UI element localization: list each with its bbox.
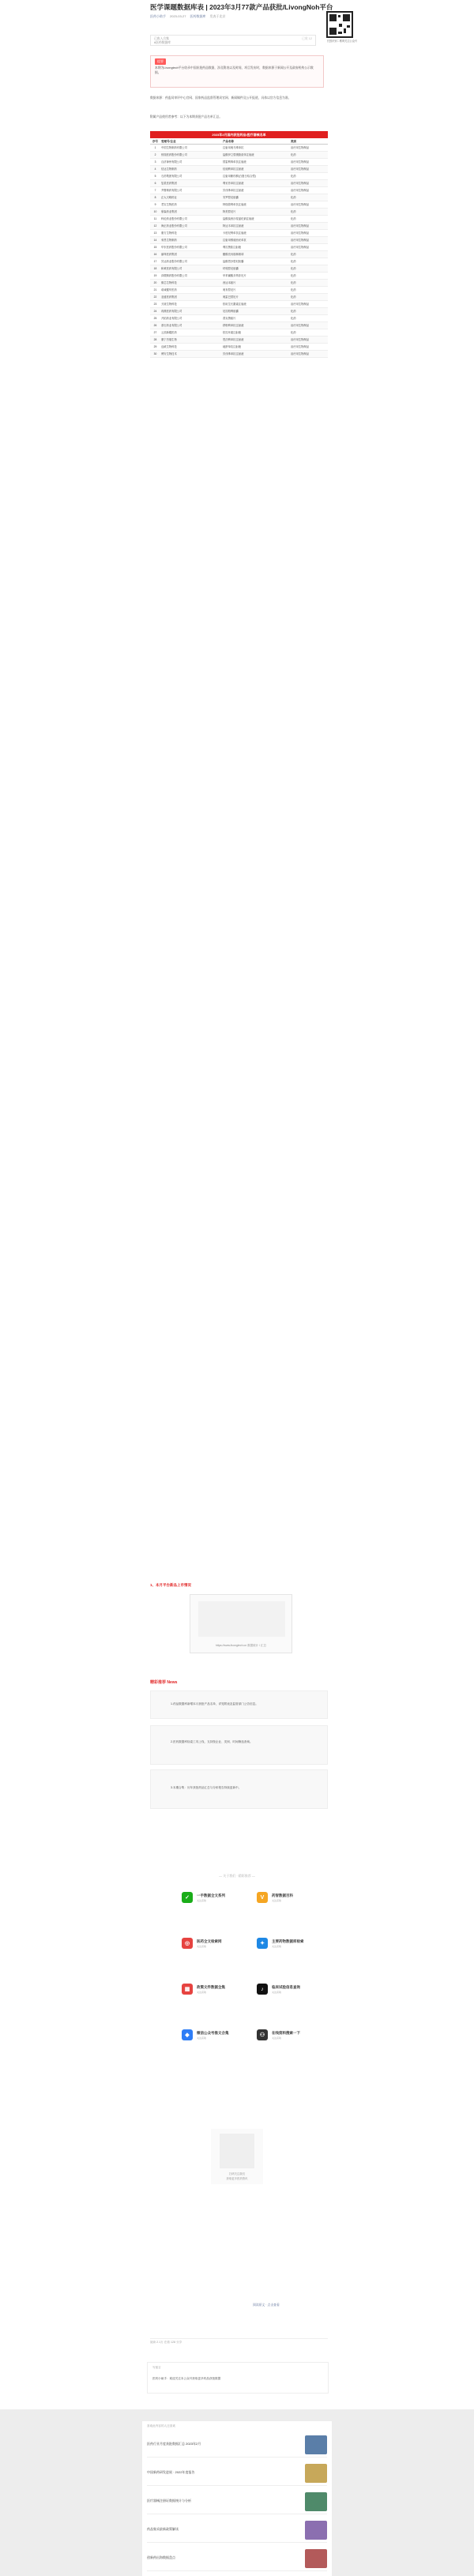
table-cell: 正大天晴药业 xyxy=(161,196,177,199)
table-cell: 2 xyxy=(154,153,156,156)
recommend-card[interactable] xyxy=(150,1690,328,1719)
table-cell: 君实生物医药 xyxy=(161,203,177,206)
related-article[interactable] xyxy=(147,2432,327,2458)
table-cell: 注射用奥马珠单抗 xyxy=(223,146,244,149)
collection-sub: #医药数据库 xyxy=(154,40,171,44)
app-link[interactable] xyxy=(182,1892,225,1903)
table-cell: 化药 xyxy=(291,260,296,263)
table-row xyxy=(150,152,328,159)
article-meta xyxy=(150,14,356,19)
table-cell: 恩沃利单抗注射液 xyxy=(223,338,244,341)
app-name: 政策文件数据全集 xyxy=(197,1984,225,1989)
table-cell: 科伦药业股份有限公司 xyxy=(161,217,187,220)
table-cell: 24 xyxy=(153,310,157,313)
related-title: 医疗器械注册证数据统计与分析 xyxy=(147,2499,191,2503)
table-cell: 盐酸恩沙替尼胶囊 xyxy=(223,260,244,263)
table-cell: 舒格利单抗注射液 xyxy=(223,324,244,327)
app-link[interactable] xyxy=(257,1938,304,1949)
recommend-text: 1.药品数据库新增本月获批产品名单，详见附表及监管部门公告信息。 xyxy=(171,1702,258,1705)
table-cell: 海正药业股份有限公司 xyxy=(161,224,187,228)
table-row xyxy=(150,315,328,322)
table-cell: 盐酸莫西沙星氯化钠注射液 xyxy=(223,217,254,220)
related-thumbnail xyxy=(305,2549,327,2568)
table-cell: 15 xyxy=(153,246,157,249)
table-cell: 14 xyxy=(153,239,157,242)
related-thumbnail xyxy=(305,2521,327,2540)
app-name: 在线资料搜索一下 xyxy=(272,2030,300,2035)
table-cell: 治疗用生物制品 xyxy=(291,203,310,206)
recommend-card[interactable] xyxy=(150,1725,328,1765)
table-cell: 治疗用生物制品 xyxy=(291,246,310,249)
like-bar[interactable]: 阅读 2.1万 在看 128 分享 xyxy=(150,2338,328,2346)
table-cell: 7 xyxy=(154,189,156,192)
table-cell: 12 xyxy=(153,224,157,228)
table-cell: 治疗用生物制品 xyxy=(291,224,310,228)
app-name: 主要药物数据库检索 xyxy=(272,1939,304,1943)
table-cell: 贝达药业股份有限公司 xyxy=(161,260,187,263)
related-thumbnail xyxy=(305,2492,327,2511)
table-cell: 3 xyxy=(154,160,156,164)
table-cell: 化药 xyxy=(291,331,296,334)
app-logo-icon: ✓ xyxy=(182,1892,193,1903)
table-cell: 29 xyxy=(153,345,157,348)
app-link[interactable] xyxy=(257,2029,300,2040)
table-row xyxy=(150,308,328,315)
table-row xyxy=(150,166,328,173)
related-header: 喜欢此内容的人还喜欢 xyxy=(147,2424,175,2427)
table-row xyxy=(150,201,328,209)
table-cell: 8 xyxy=(154,196,156,199)
table-cell: 11 xyxy=(153,217,157,220)
table-cell: 天境生物科技 xyxy=(161,303,177,306)
table-cell: 信迪利单抗注射液 xyxy=(223,167,244,171)
table-cell: 化药 xyxy=(291,274,296,277)
table-cell: 化药 xyxy=(291,153,296,156)
related-title: 医药行业月度获批数据汇总 2023年2月 xyxy=(147,2442,201,2446)
table-cell: 治疗用生物制品 xyxy=(291,303,310,306)
table-cell: 呋喹替尼胶囊 xyxy=(223,267,239,270)
app-sub: 关注获取 xyxy=(197,1944,207,1948)
table-row xyxy=(150,237,328,244)
table-cell: 普克鲁胺片 xyxy=(223,317,236,320)
table-cell: 化药 xyxy=(291,210,296,213)
table-cell: 9 xyxy=(154,203,156,206)
app-sub: 关注获取 xyxy=(272,1944,282,1948)
table-row xyxy=(150,322,328,329)
bottom-qr-icon[interactable] xyxy=(220,2134,254,2168)
table-cell: 甲苯磺酸多纳非尼片 xyxy=(223,274,246,277)
table-row xyxy=(150,145,328,152)
app-logo-icon: ◎ xyxy=(182,1938,193,1949)
related-title: 中国新药研发进展 · 2022年度报告 xyxy=(147,2470,195,2474)
table-cell: 诺诚健华医药 xyxy=(161,288,177,291)
table-cell: 治疗用生物制品 xyxy=(291,146,310,149)
table-row xyxy=(150,258,328,265)
table-cell: 化药 xyxy=(291,267,296,270)
header-cell: 序号 xyxy=(152,140,158,143)
app-sub: 关注获取 xyxy=(272,1990,282,1994)
related-article[interactable] xyxy=(147,2489,327,2514)
collection-label: 已收入合集 xyxy=(154,37,169,40)
table-cell: 贝伐珠单抗注射液 xyxy=(223,352,244,355)
app-logo-icon: ✦ xyxy=(257,1938,268,1949)
table-cell: 18 xyxy=(153,267,157,270)
header-cell: 产品名称 xyxy=(223,140,234,143)
table-cell: 化药 xyxy=(291,196,296,199)
related-thumbnail xyxy=(305,2435,327,2454)
table-row xyxy=(150,159,328,166)
table-cell: 23 xyxy=(153,303,157,306)
table-row xyxy=(150,273,328,280)
table-cell: 治疗用生物制品 xyxy=(291,160,310,164)
publish-date: 2023-03-27 xyxy=(170,14,186,18)
table-cell: 康宁杰瑞生物 xyxy=(161,338,177,341)
recommend-text: 2.医药数据库检索工具上线，支持按企业、类别、时间筛选查询。 xyxy=(171,1740,253,1743)
table-cell: 信达生物制药 xyxy=(161,167,177,171)
bottom-qr-panel xyxy=(211,2129,263,2184)
table-row xyxy=(150,287,328,294)
table-cell: 阿美替尼片 xyxy=(223,210,236,213)
table-row xyxy=(150,351,328,358)
app-logo-icon: ♪ xyxy=(257,1984,268,1995)
table-cell: 27 xyxy=(153,331,157,334)
table-cell: 利拉鲁肽注射液 xyxy=(223,246,242,249)
table-cell: 卡度尼利单抗注射液 xyxy=(223,231,246,235)
app-logo-icon: ⚇ xyxy=(257,2029,268,2040)
table-cell: 复星医药集团 xyxy=(161,182,177,185)
table-cell: 亚盛医药集团 xyxy=(161,295,177,299)
table-cell: 化药 xyxy=(291,288,296,291)
bottom-qr-line2: 获取更多医药资讯 xyxy=(226,2177,248,2180)
table-cell: 17 xyxy=(153,260,157,263)
app-link[interactable] xyxy=(257,1984,300,1995)
table-cell: 22 xyxy=(153,295,157,299)
table-body xyxy=(150,145,328,358)
table-cell: 再鼎医药有限公司 xyxy=(161,310,182,313)
table-row xyxy=(150,280,328,287)
author-link[interactable]: 医药小助手 xyxy=(150,14,166,18)
table-cell: 13 xyxy=(153,231,157,235)
source-link[interactable]: 医药数据库 xyxy=(190,14,206,18)
table-cell: 注射用紫杉醇(白蛋白结合型) xyxy=(223,175,256,178)
bottom-qr-line1: 扫码关注我们 xyxy=(228,2172,246,2175)
table-cell: 化药 xyxy=(291,217,296,220)
table-cell: 化药 xyxy=(291,175,296,178)
table-cell: 奥布替尼片 xyxy=(223,288,236,291)
recommend-heading: 精彩推荐 News xyxy=(150,1680,178,1685)
table-row xyxy=(150,187,328,194)
app-link[interactable] xyxy=(182,1938,222,1949)
table-cell: 荣昌生物制药 xyxy=(161,239,177,242)
app-sub: 关注获取 xyxy=(197,2036,207,2040)
comment-text: 医药小助手：欢迎关注本公众号获取更多药品获批数据 xyxy=(152,2377,221,2380)
table-cell: 治疗用生物制品 xyxy=(291,352,310,355)
table-cell: 28 xyxy=(153,338,157,341)
table-cell: 微芯生物科技 xyxy=(161,281,177,284)
table-row xyxy=(150,230,328,237)
table-row xyxy=(150,251,328,258)
table-row xyxy=(150,344,328,351)
table-row xyxy=(150,216,328,223)
intro-paragraph-2: 附属产品使用者参考：以下为本期获批产品名单汇总。 xyxy=(150,115,223,118)
table-cell: 西达本胺片 xyxy=(223,281,236,284)
table-cell: 依拉环素注射液 xyxy=(223,331,242,334)
intro-paragraph: 数据来源：药监局审评中心官网、国家药品监督管理局官网、新闻稿件及公开报道，具体以官方信息为准。 xyxy=(150,96,292,100)
table-cell: 地舒单抗注射液 xyxy=(223,345,242,348)
table-cell: 16 xyxy=(153,253,157,256)
table-row xyxy=(150,223,328,230)
notice-text: 本期为Livongtech平台收录中国获批药品数据，涉及附表以及时间，项目发布时，数据来源于新闻公开及政府机构公示数据。 xyxy=(155,66,314,74)
table-header xyxy=(150,138,328,145)
image-caption: https://www.livongtech.cn 数据统计 / 汇总 xyxy=(215,1644,267,1647)
table-row xyxy=(150,244,328,251)
table-cell: 丽珠医药集团 xyxy=(161,253,177,256)
app-logo-icon: ◆ xyxy=(182,2029,193,2040)
app-sub: 关注获取 xyxy=(197,1990,207,1994)
comment-header[interactable]: 写留言 xyxy=(152,2366,161,2369)
table-cell: 特瑞普利单抗注射液 xyxy=(223,203,246,206)
table-row xyxy=(150,209,328,216)
app-sub: 关注获取 xyxy=(272,1898,282,1902)
table-cell: 云顶新耀医药 xyxy=(161,331,177,334)
recommend-text: 3.本期合集：历年获批药品汇总与分析报告持续更新中。 xyxy=(171,1786,242,1789)
table-cell: 盐酸伊立替康脂质体注射液 xyxy=(223,153,254,156)
table-cell: 20 xyxy=(153,281,157,284)
table-cell: 博安生物技术 xyxy=(161,352,177,355)
qr-caption: 长按识别二维码关注公众号 xyxy=(326,39,358,43)
article-header xyxy=(150,3,356,19)
table-cell: 安罗替尼胶囊 xyxy=(223,196,239,199)
table-cell: 注射用维迪西妥单抗 xyxy=(223,239,246,242)
app-name: 一手数据全文系列 xyxy=(197,1893,225,1897)
notice-tag: 提要 xyxy=(155,58,166,65)
article-title: 医学课题数据库表 | 2023年3月77款产品获批/LivongNoh平台 xyxy=(150,3,333,11)
app-link[interactable] xyxy=(182,1984,225,1995)
app-sub: 关注获取 xyxy=(197,1898,207,1902)
table-cell: 治疗用生物制品 xyxy=(291,324,310,327)
table-cell: 19 xyxy=(153,274,157,277)
related-title: 药品集采最新政策解读 xyxy=(147,2527,179,2531)
table-cell: 阿达木单抗注射液 xyxy=(223,224,244,228)
table-cell: 豪森药业集团 xyxy=(161,210,177,213)
read-more-link[interactable]: 阅读原文 · 点击查看 xyxy=(253,2303,280,2307)
related-title: 创新药出海数据盘点 xyxy=(147,2555,175,2559)
location-text: 发表于北京 xyxy=(209,14,226,18)
table-cell: 醋酸亮丙瑞林微球 xyxy=(223,253,244,256)
table-cell: 30 xyxy=(153,352,157,355)
table-cell: 化药 xyxy=(291,295,296,299)
table-row xyxy=(150,194,328,201)
table-cell: 百济神州有限公司 xyxy=(161,160,182,164)
comment-box xyxy=(147,2362,329,2394)
related-article[interactable] xyxy=(147,2518,327,2543)
table-cell: 10 xyxy=(153,210,157,213)
table-cell: 治疗用生物制品 xyxy=(291,345,310,348)
table-cell: 齐鲁制药有限公司 xyxy=(161,189,182,192)
table-row xyxy=(150,265,328,273)
table-cell: 中国生物制药有限公司 xyxy=(161,146,187,149)
app-name: 药智数据百科 xyxy=(272,1893,293,1897)
table-cell: 尼拉帕利胶囊 xyxy=(223,310,239,313)
table-cell: 石药集团有限公司 xyxy=(161,175,182,178)
approval-table xyxy=(150,131,328,1559)
table-cell: 化药 xyxy=(291,281,296,284)
table-cell: 25 xyxy=(153,317,157,320)
app-link[interactable] xyxy=(257,1892,293,1903)
table-row xyxy=(150,294,328,301)
app-logo-icon: V xyxy=(257,1892,268,1903)
table-cell: 治疗用生物制品 xyxy=(291,231,310,235)
section-heading: 1、本月平台新品上市情况 xyxy=(150,1583,192,1587)
collection-count: 已收 12 xyxy=(302,37,312,40)
embedded-image[interactable] xyxy=(190,1594,292,1653)
table-cell: 泽璟制药股份有限公司 xyxy=(161,274,187,277)
table-cell: 化药 xyxy=(291,310,296,313)
related-article[interactable] xyxy=(147,2461,327,2486)
table-cell: 奥雷巴替尼片 xyxy=(223,295,239,299)
app-logo-icon: ▦ xyxy=(182,1984,193,1995)
table-cell: 6 xyxy=(154,182,156,185)
table-cell: 开拓药业有限公司 xyxy=(161,317,182,320)
table-row xyxy=(150,173,328,180)
related-thumbnail xyxy=(305,2464,327,2483)
table-cell: 利妥昔单抗注射液 xyxy=(223,182,244,185)
header-cell: 类别 xyxy=(291,140,296,143)
table-cell: 26 xyxy=(153,324,157,327)
table-row xyxy=(150,301,328,308)
table-cell: 治疗用生物制品 xyxy=(291,239,310,242)
related-article[interactable] xyxy=(147,2546,327,2571)
table-cell: 康方生物科技 xyxy=(161,231,177,235)
table-cell: 基石药业有限公司 xyxy=(161,324,182,327)
table-cell: 治疗用生物制品 xyxy=(291,338,310,341)
table-row xyxy=(150,180,328,187)
table-cell: 治疗用生物制品 xyxy=(291,167,310,171)
table-cell: 化药 xyxy=(291,253,296,256)
table-cell: 贝伐珠单抗注射液 xyxy=(223,189,244,192)
table-cell: 21 xyxy=(153,288,157,291)
app-sub: 关注获取 xyxy=(272,2036,282,2040)
table-cell: 1 xyxy=(154,146,156,149)
table-cell: 华东医药股份有限公司 xyxy=(161,246,187,249)
table-title: 2023年3月国内获批药品/医疗器械名单 xyxy=(150,131,328,138)
table-cell: 迈威生物科技 xyxy=(161,345,177,348)
table-cell: 5 xyxy=(154,175,156,178)
table-cell: 治疗用生物制品 xyxy=(291,189,310,192)
app-name: 临床试验信息查询 xyxy=(272,1984,300,1989)
app-name: 医药全文检索网 xyxy=(197,1939,222,1943)
table-cell: 和黄医药有限公司 xyxy=(161,267,182,270)
collection-box[interactable] xyxy=(150,35,316,46)
app-link[interactable] xyxy=(182,2029,229,2040)
table-cell: 4 xyxy=(154,167,156,171)
image-placeholder xyxy=(198,1601,285,1637)
app-name: 微信公众号推文合集 xyxy=(197,2030,229,2035)
recommend-card[interactable] xyxy=(150,1769,328,1809)
qr-code-panel xyxy=(326,11,358,43)
section-divider: — 关于我们 · 精彩推荐 — xyxy=(219,1874,255,1878)
qr-code-icon[interactable] xyxy=(326,11,353,38)
notice-box xyxy=(150,55,324,88)
table-row xyxy=(150,329,328,337)
table-cell: 化药 xyxy=(291,317,296,320)
header-cell: 受理号/企业 xyxy=(161,140,176,143)
table-cell: 恒瑞医药股份有限公司 xyxy=(161,153,187,156)
table-cell: 替雷利珠单抗注射液 xyxy=(223,160,246,164)
table-row xyxy=(150,337,328,344)
related-articles xyxy=(142,2421,332,2576)
table-cell: 治疗用生物制品 xyxy=(291,182,310,185)
table-cell: 依坦生长激素注射液 xyxy=(223,303,246,306)
